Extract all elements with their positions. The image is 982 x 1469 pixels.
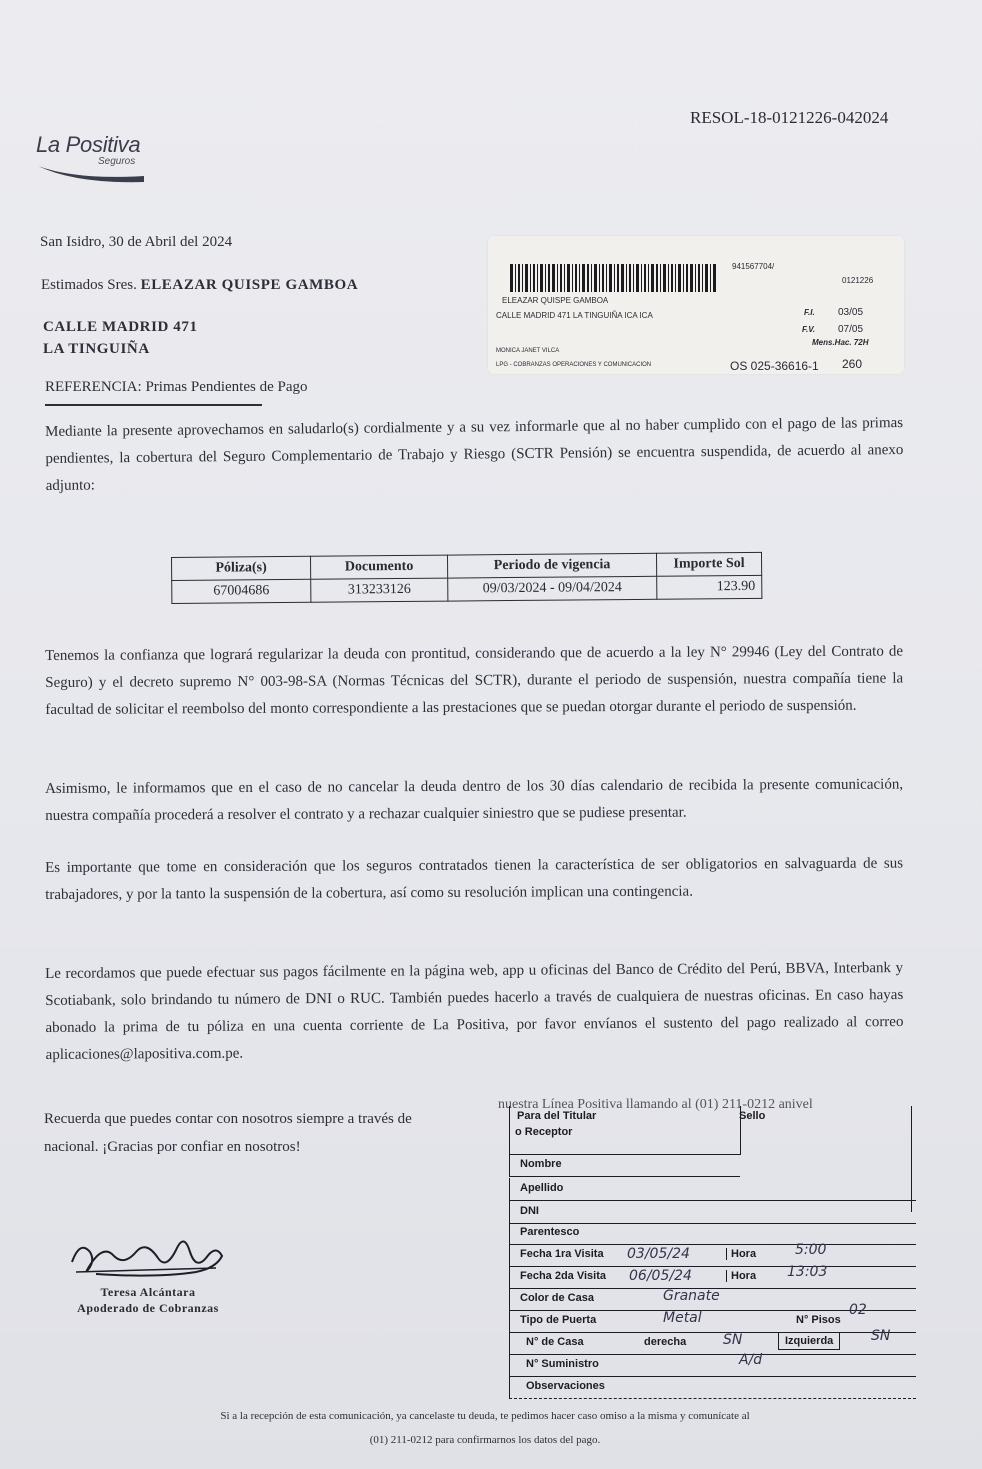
pisos-value: 02 [849,1302,867,1318]
signatory [58,1284,238,1316]
delivery-stamp [503,1096,921,1408]
greeting-prefix: Estimados Sres. [41,277,137,293]
reference-underline [45,404,262,406]
visita1-label: Fecha 1ra Visita [520,1248,604,1260]
reference-label: REFERENCIA: [45,379,142,395]
cell-poliza: 67004686 [172,579,311,603]
paragraph-5-overlap: nuestra Línea Positiva llamando al (01) 211-0212 anivel [498,1097,813,1112]
color-label: Color de Casa [520,1292,594,1304]
table-row [172,575,762,603]
greeting [41,272,358,298]
header-poliza: Póliza(s) [172,556,311,580]
letter-date: San Isidro, 30 de Abril del 2024 [40,234,233,250]
color-value: Granate [663,1288,720,1304]
reference-text: Primas Pendientes de Pago [145,379,308,395]
cell-periodo: 09/03/2024 - 09/04/2024 [448,576,657,601]
header-documento: Documento [310,555,447,579]
nombre-label: Nombre [520,1158,562,1170]
paragraph-1: Tenemos la confianza que logrará regularizar la deuda con prontitud, considerando que de acuerdo a la ley N° 29946 (Ley del Contrato de Seguro) y el decreto supremo N° 003-98-SA (Normas Técnicas del SCTR), durante el periodo de suspensión, nuestra compañía tiene la facultad de solicitar el reembolso del monto correspondiente a las prestaciones que se puedan otorgar durante el periodo de suspensión. [45,643,904,718]
visita1-row [509,1244,916,1267]
agent-name: MONICA JANET VILCA [496,348,560,354]
logo-swoosh-icon [36,160,148,184]
suministro-value: A/d [739,1352,763,1368]
os-number: 260 [842,357,863,371]
paragraph-3: Es importante que tome en consideración que los seguros contratados tienen la característica de ser obligatorios en salvaguarda de sus trabajadores, y por la tanto la suspensión de la cobertura, así como su resolución implican una contingencia. [45,855,904,903]
casa-label: N° de Casa [526,1336,584,1348]
resolution-code: RESOL-18-0121226-042024 [690,108,889,127]
visita2-row [509,1266,916,1289]
sello-label: Sello [739,1110,766,1122]
dni-label: DNI [520,1205,539,1217]
visita1-value: 03/05/24 [627,1246,690,1262]
label-address: CALLE MADRID 471 LA TINGUIÑA ICA ICA [496,311,653,320]
cell-importe: 123.90 [657,575,762,599]
fv-value: 07/05 [838,324,864,335]
footer-line-1: Si a la recepción de esta comunicación, ya cancelaste tu deuda, te pedimos hacer caso omiso a la misma y comunícate al [220,1410,750,1422]
hora2-label: Hora [726,1270,756,1282]
paragraph-5-line2: nacional. ¡Gracias por confiar en nosotros! [44,1139,301,1155]
signatory-title: Apoderado de Cobranzas [77,1301,219,1315]
header-periodo: Periodo de vigencia [447,553,656,578]
derecha-label: derecha [644,1336,687,1348]
cell-documento: 313233126 [311,578,448,602]
parentesco-row [509,1222,916,1245]
barcode-icon [510,264,720,292]
pisos-label: N° Pisos [796,1314,841,1326]
mailing-label [488,236,904,374]
label-code: 0121226 [842,276,874,285]
nombre-row [509,1154,740,1177]
fi-label: F.I. [804,308,815,317]
visita2-value: 06/05/24 [629,1268,692,1284]
address-line-2: LA TINGUIÑA [43,341,150,357]
paragraph-4: Le recordamos que puede efectuar sus pagos fácilmente en la página web, app u oficinas del Banco de Crédito del Perú, BBVA, Interbank y Scotiabank, solo brindando tu número de DNI o RUC. También puedes hacerlo a través de cualquiera de nuestras oficinas. En caso hayas abonado la prima de tu póliza en una cuenta corriente de La Positiva, por favor envíanos el sustento del pago realizado al correo aplicaciones@lapositiva.com.pe. [45,960,904,1063]
puerta-value: Metal [663,1310,702,1326]
apellido-row [509,1178,740,1201]
hora1-label: Hora [726,1248,756,1260]
label-name: ELEAZAR QUISPE GAMBOA [502,296,609,305]
izquierda-label: Izquierda [778,1332,840,1350]
barcode-number: 941567704/ [732,262,775,271]
os-code: OS 025-36616-1 [730,359,819,373]
dni-row [509,1200,916,1224]
puerta-label: Tipo de Puerta [520,1314,597,1326]
intro-paragraph: Mediante la presente aprovechamos en saludarlo(s) cordialmente y a su vez informarle que al no haber cumplido con el pago de las primas pendientes, la cobertura del Seguro Complementario de Trabajo y Riesgo (SCTR Pensión) se encuentra suspendida, de acuerdo al anexo adjunto: [45,415,904,494]
apellido-label: Apellido [520,1182,564,1194]
parentesco-label: Parentesco [520,1226,580,1238]
casa-row [509,1332,916,1355]
mens-label: Mens.Hac. 72H [812,338,869,347]
suministro-row [509,1354,916,1377]
receptor-label: o Receptor [515,1126,573,1138]
department: LPG - COBRANZAS OPERACIONES Y COMUNICACION [496,362,652,368]
reference [45,374,308,400]
suministro-label: N° Suministro [526,1358,599,1370]
signatory-name: Teresa Alcántara [100,1285,196,1299]
address-line-1: CALLE MADRID 471 [43,319,198,335]
visita2-label: Fecha 2da Visita [520,1270,607,1282]
paragraph-2: Asimismo, le informamos que en el caso de no cancelar la deuda dentro de los 30 días calendario de recibida la presente comunicación, nuestra compañía procederá a resolver el contrato y a rechazar cualquier siniestro que se pudiese presentar. [45,776,904,824]
hora2-value: 13:03 [787,1264,828,1280]
izquierda-value: SN [871,1328,891,1344]
hora1-value: 5:00 [795,1242,827,1258]
observaciones-label: Observaciones [526,1380,605,1392]
signature-icon [66,1222,228,1284]
company-logo: La Positiva [36,132,141,157]
fi-value: 03/05 [838,307,864,318]
paragraph-5-line1: Recuerda que puedes contar con nosotros siempre a través de [44,1111,412,1127]
footer-line-2: (01) 211-0212 para confirmarnos los datos del pago. [369,1434,601,1446]
observaciones-row [509,1376,916,1399]
header-importe: Importe Sol [656,552,761,576]
derecha-value: SN [723,1332,743,1348]
recipient-name: ELEAZAR QUISPE GAMBOA [140,277,359,293]
policy-table [171,552,762,604]
titular-label: Para del Titular [517,1110,597,1122]
company-logo-sub: Seguros [98,156,136,167]
fv-label: F.V. [802,325,816,334]
